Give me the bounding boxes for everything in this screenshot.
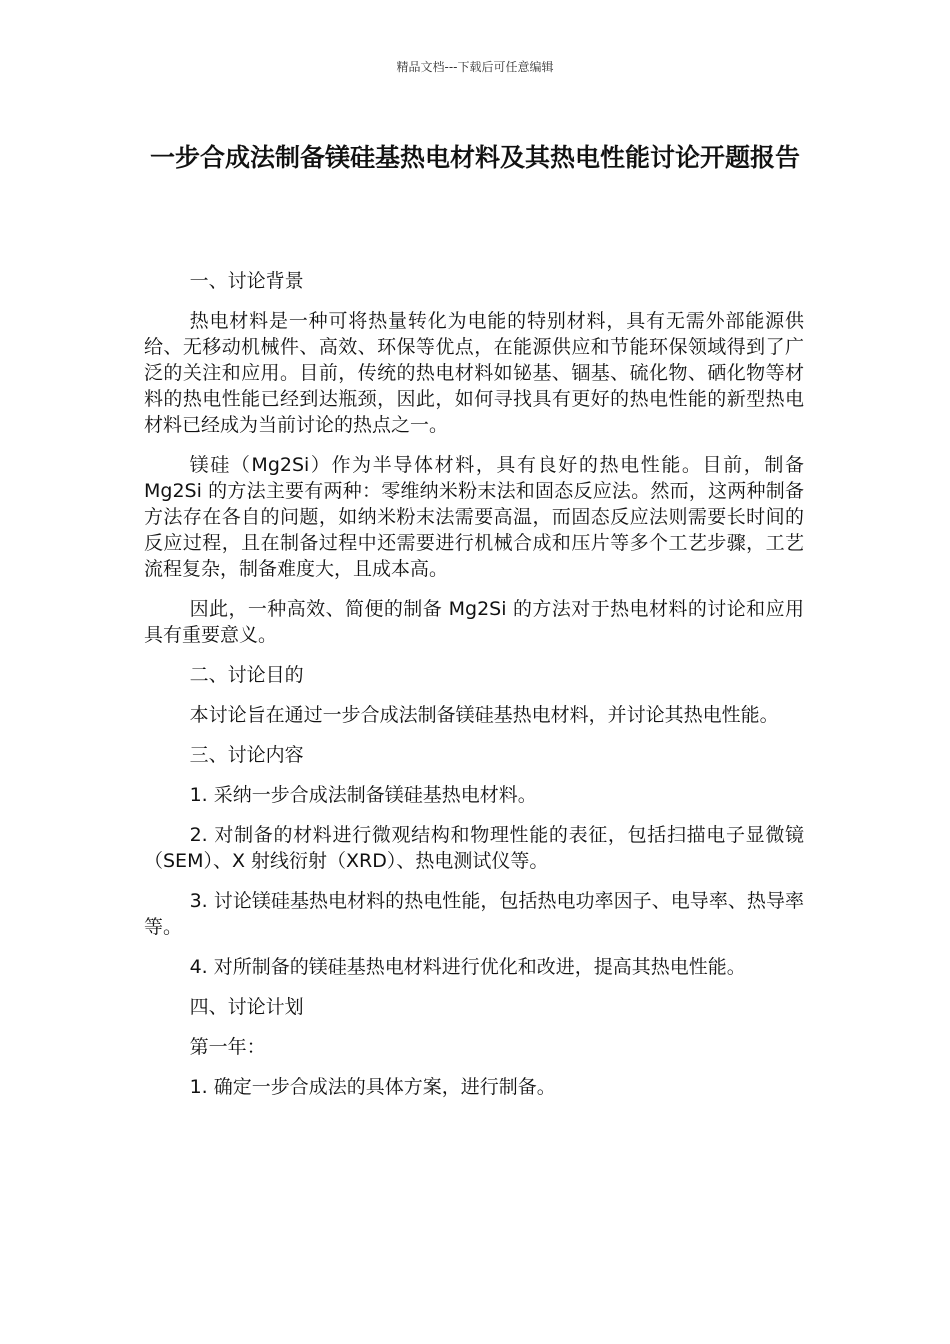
- document-title: 一步合成法制备镁硅基热电材料及其热电性能讨论开题报告: [149, 143, 800, 172]
- section-heading-purpose: 二、讨论目的: [189, 664, 304, 686]
- plan-year-label: 第一年：: [189, 1036, 266, 1058]
- paragraph: 因此，一种高效、简便的制备 Mg2Si 的方法对于热电材料的讨论和应用具有重要意义。: [144, 598, 804, 646]
- list-item: 4. 对所制备的镁硅基热电材料进行优化和改进，提高其热电性能。: [189, 956, 746, 978]
- document-body: [144, 268, 804, 1114]
- paragraph: 镁硅（Mg2Si）作为半导体材料，具有良好的热电性能。目前，制备 Mg2Si 的方法主要有两种：零维纳米粉末法和固态反应法。然而，这两种制备方法存在各自的问题，如纳米粉末法需要高温，而固态反应法则需要长时间的反应过程，且在制备过程中还需要进行机械合成和压片等多个工艺步骤，工艺流程复杂，制备难度大，且成本高。: [144, 454, 804, 580]
- section-heading-background: 一、讨论背景: [189, 270, 304, 292]
- list-item: 3. 讨论镁硅基热电材料的热电性能，包括热电功率因子、电导率、热导率等。: [144, 890, 804, 938]
- section-heading-plan: 四、讨论计划: [189, 996, 304, 1018]
- list-item: 1. 采纳一步合成法制备镁硅基热电材料。: [189, 784, 537, 806]
- header-note: 精品文档---下载后可任意编辑: [396, 60, 554, 74]
- list-item: 1. 确定一步合成法的具体方案，进行制备。: [189, 1076, 556, 1098]
- paragraph: 热电材料是一种可将热量转化为电能的特别材料，具有无需外部能源供给、无移动机械件、高效、环保等优点，在能源供应和节能环保领域得到了广泛的关注和应用。目前，传统的热电材料如铋基、锢基、硫化物、硒化物等材料的热电性能已经到达瓶颈，因此，如何寻找具有更好的热电性能的新型热电材料已经成为当前讨论的热点之一。: [144, 310, 804, 436]
- section-heading-content: 三、讨论内容: [189, 744, 304, 766]
- paragraph: 本讨论旨在通过一步合成法制备镁硅基热电材料，并讨论其热电性能。: [189, 704, 779, 726]
- list-item: 2. 对制备的材料进行微观结构和物理性能的表征，包括扫描电子显微镜（SEM）、X 射线衍射（XRD）、热电测试仪等。: [144, 824, 804, 872]
